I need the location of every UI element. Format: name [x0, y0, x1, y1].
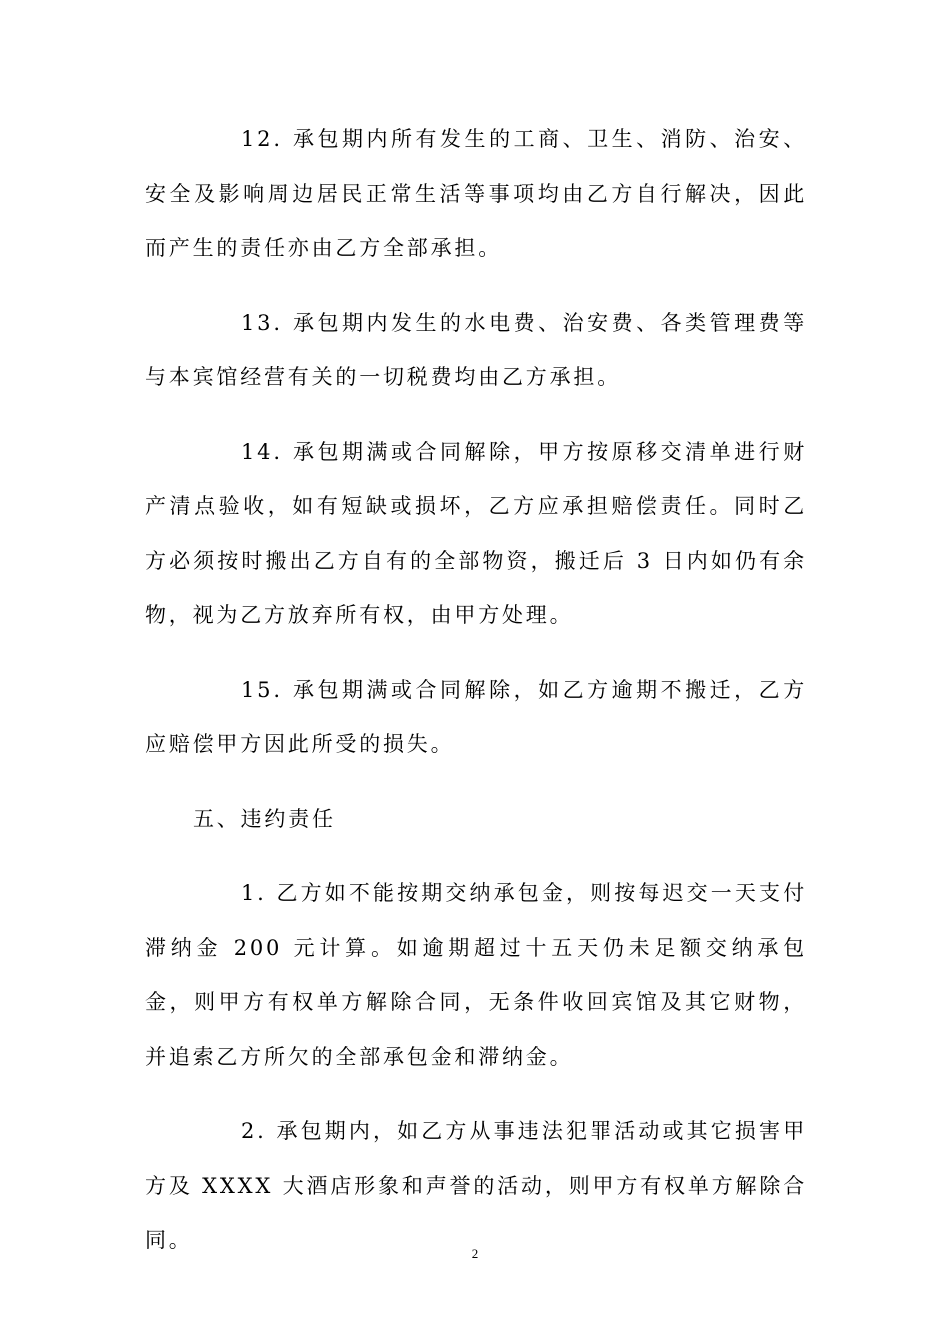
breach-clause-1: 1. 乙方如不能按期交纳承包金，则按每迟交一天支付滞纳金 200 元计算。如逾期超过十五天仍未足额交纳承包金，则甲方有权单方解除合同，无条件收回宾馆及其它财物，并追索乙方所欠的全部承包金和滞纳金。: [145, 881, 807, 1069]
document-body: [145, 112, 807, 1268]
section-heading-breach-liability: 五、违约责任: [193, 806, 336, 831]
page-number: 2: [471, 1246, 479, 1261]
clause-13: 13. 承包期内发生的水电费、治安费、各类管理费等与本宾馆经营有关的一切税费均由乙方承担。: [145, 310, 807, 389]
clause-14: 14. 承包期满或合同解除，甲方按原移交清单进行财产清点验收，如有短缺或损坏，乙方应承担赔偿责任。同时乙方必须按时搬出乙方自有的全部物资，搬迁后 3 日内如仍有余物，视为乙方放弃所有权，由甲方处理。: [145, 439, 807, 627]
breach-clause-2: 2. 承包期内，如乙方从事违法犯罪活动或其它损害甲方及 XXXX 大酒店形象和声誉的活动，则甲方有权单方解除合同。: [145, 1119, 807, 1252]
clause-12: 12. 承包期内所有发生的工商、卫生、消防、治安、安全及影响周边居民正常生活等事项均由乙方自行解决，因此而产生的责任亦由乙方全部承担。: [145, 127, 807, 260]
clause-15: 15. 承包期满或合同解除，如乙方逾期不搬迁，乙方应赔偿甲方因此所受的损失。: [145, 677, 807, 756]
